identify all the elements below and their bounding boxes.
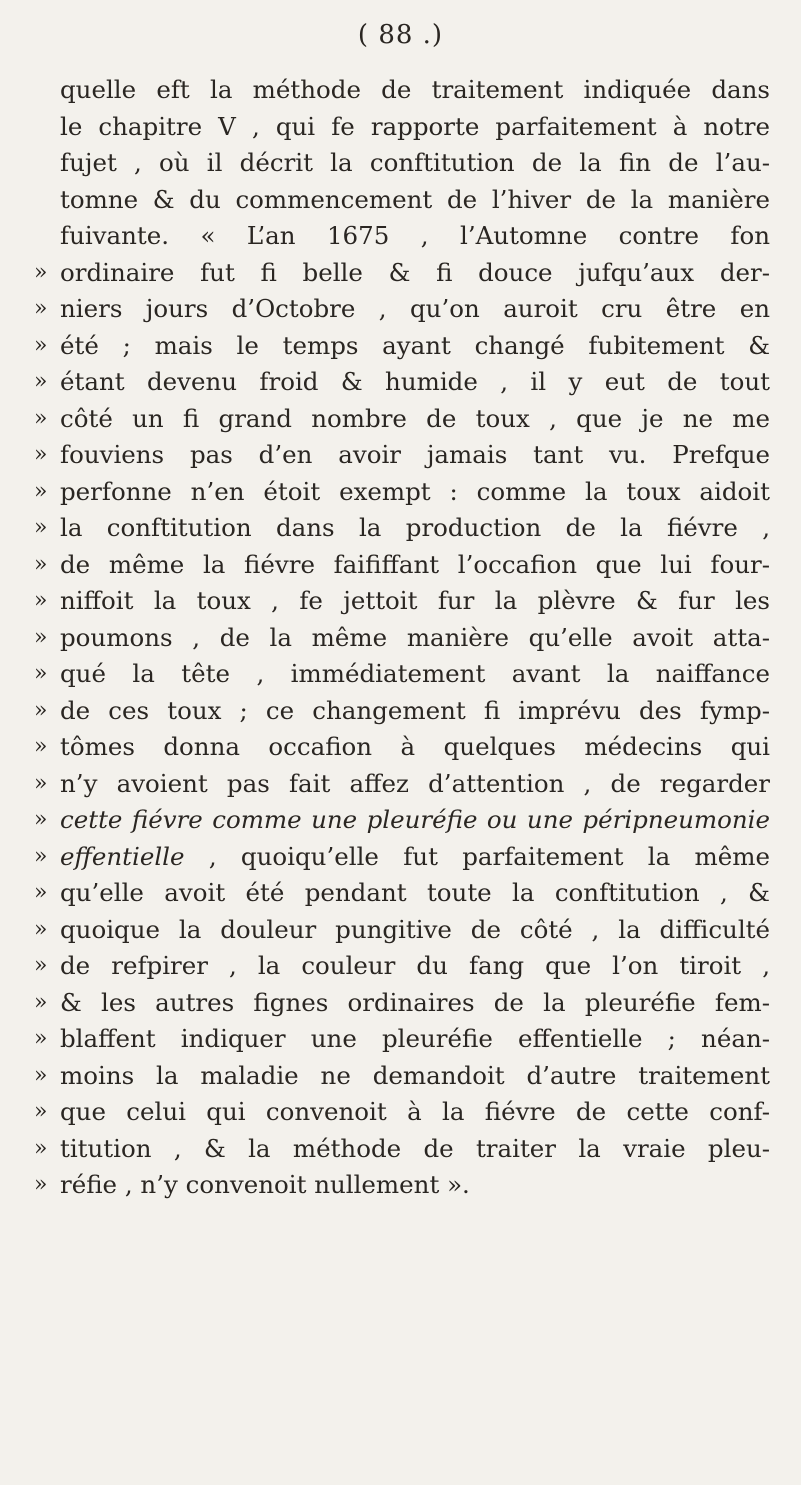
line-text: niffoit la toux , fe jettoit fur la plèvre & fur les	[60, 586, 770, 615]
quote-mark: »	[34, 734, 48, 759]
quote-mark: »	[34, 843, 48, 869]
text-line	[34, 839, 770, 876]
line-text: le chapitre V , qui fe rapporte parfaitement à notre	[60, 111, 770, 141]
quote-mark: »	[34, 916, 48, 942]
text-line	[34, 401, 770, 438]
quote-mark: »	[34, 442, 48, 467]
line-text: qué la tête , immédiatement avant la naiffance	[60, 659, 770, 688]
text-line	[34, 1167, 770, 1204]
line-text: ordinaire fut fi belle & fi douce jufqu’aux der-	[60, 257, 770, 287]
line-text: effentielle , quoiqu’elle fut parfaitement la même	[60, 841, 770, 871]
text-line	[60, 72, 770, 109]
quote-mark: »	[34, 369, 48, 394]
text-line	[34, 291, 770, 328]
text-line	[34, 510, 770, 547]
quote-mark: »	[34, 624, 48, 650]
text-line	[34, 802, 770, 839]
text-line	[34, 948, 770, 985]
quote-mark: »	[34, 989, 48, 1015]
quote-mark: »	[34, 405, 48, 431]
quote-mark: »	[34, 1026, 48, 1051]
line-text: été ; mais le temps ayant changé fubitement &	[60, 330, 770, 360]
quote-mark: »	[34, 515, 48, 540]
line-text: titution , & la méthode de traiter la vraie pleu-	[60, 1133, 770, 1163]
line-text: réfie , n’y convenoit nullement ».	[60, 1170, 470, 1199]
line-text: qu’elle avoit été pendant toute la conftitution , &	[60, 878, 770, 907]
line-text: quelle eft la méthode de traitement indiquée dans	[60, 75, 770, 104]
text-line	[34, 656, 770, 693]
text-line	[34, 985, 770, 1022]
line-text: fujet , où il décrit la conftitution de la fin de l’au-	[60, 148, 770, 177]
text-line	[34, 1094, 770, 1131]
line-text: fuivante. « L’an 1675 , l’Automne contre fon	[60, 221, 770, 250]
text-line	[34, 912, 770, 949]
text-line	[34, 547, 770, 584]
italic-word: effentielle	[60, 841, 185, 871]
body-text	[34, 72, 770, 1204]
line-text: de refpirer , la couleur du fang que l’on tiroit ,	[60, 951, 770, 980]
text-line	[60, 109, 770, 146]
line-text: la conftitution dans la production de la fiévre ,	[60, 513, 770, 542]
line-text: niers jours d’Octobre , qu’on auroit cru être en	[60, 294, 770, 323]
quote-mark: »	[34, 588, 48, 613]
line-text: tômes donna occafion à quelques médecins qui	[60, 732, 770, 761]
text-line	[34, 255, 770, 292]
line-text: poumons , de la même manière qu’elle avoit atta-	[60, 622, 770, 652]
line-text: de ces toux ; ce changement fi imprévu des fymp-	[60, 695, 770, 725]
text-line	[34, 1058, 770, 1095]
page-number: ( 88 .)	[357, 20, 444, 50]
quote-mark: »	[34, 1172, 48, 1197]
text-line	[34, 875, 770, 912]
quote-mark: »	[34, 478, 48, 504]
text-line	[60, 182, 770, 219]
line-text: & les autres fignes ordinaires de la pleuréfie fem-	[60, 987, 770, 1017]
text-line	[34, 693, 770, 730]
line-text: étant devenu froid & humide , il y eut de tout	[60, 367, 770, 396]
line-text: perfonne n’en étoit exempt : comme la toux aidoit	[60, 476, 770, 506]
line-text: quoique la douleur pungitive de côté , la difficulté	[60, 914, 770, 944]
line-text: que celui qui convenoit à la fiévre de cette conf-	[60, 1097, 770, 1126]
text-line	[34, 766, 770, 803]
quote-mark: »	[34, 661, 48, 686]
line-text: fouviens pas d’en avoir jamais tant vu. Prefque	[60, 440, 770, 469]
quote-mark: »	[34, 551, 48, 577]
text-line	[34, 583, 770, 620]
line-text: cette fiévre comme une pleuréfie ou une péripneumonie	[60, 805, 770, 834]
line-text: de même la fiévre faififfant l’occafion que lui four-	[60, 549, 770, 579]
text-line	[60, 218, 770, 255]
text-line	[34, 620, 770, 657]
quote-mark: »	[34, 296, 48, 321]
line-text: moins la maladie ne demandoit d’autre traitement	[60, 1060, 770, 1090]
quote-mark: »	[34, 807, 48, 832]
quote-mark: »	[34, 1135, 48, 1161]
quote-mark: »	[34, 880, 48, 905]
quote-mark: »	[34, 953, 48, 978]
quote-mark: »	[34, 332, 48, 358]
text-line	[34, 437, 770, 474]
quote-mark: »	[34, 1099, 48, 1124]
text-line	[34, 1131, 770, 1168]
text-line	[34, 729, 770, 766]
text-line	[34, 1021, 770, 1058]
line-text: côté un fi grand nombre de toux , que je ne me	[60, 403, 770, 433]
quote-mark: »	[34, 1062, 48, 1088]
quote-mark: »	[34, 697, 48, 723]
quote-mark: »	[34, 770, 48, 796]
line-text: n’y avoient pas fait affez d’attention , de regarder	[60, 768, 770, 798]
text-line	[34, 364, 770, 401]
quote-mark: »	[34, 259, 48, 285]
line-text: tomne & du commencement de l’hiver de la manière	[60, 184, 770, 214]
text-line	[34, 328, 770, 365]
text-line	[34, 474, 770, 511]
text-line	[60, 145, 770, 182]
line-text: blaffent indiquer une pleuréfie effentielle ; néan-	[60, 1024, 770, 1053]
